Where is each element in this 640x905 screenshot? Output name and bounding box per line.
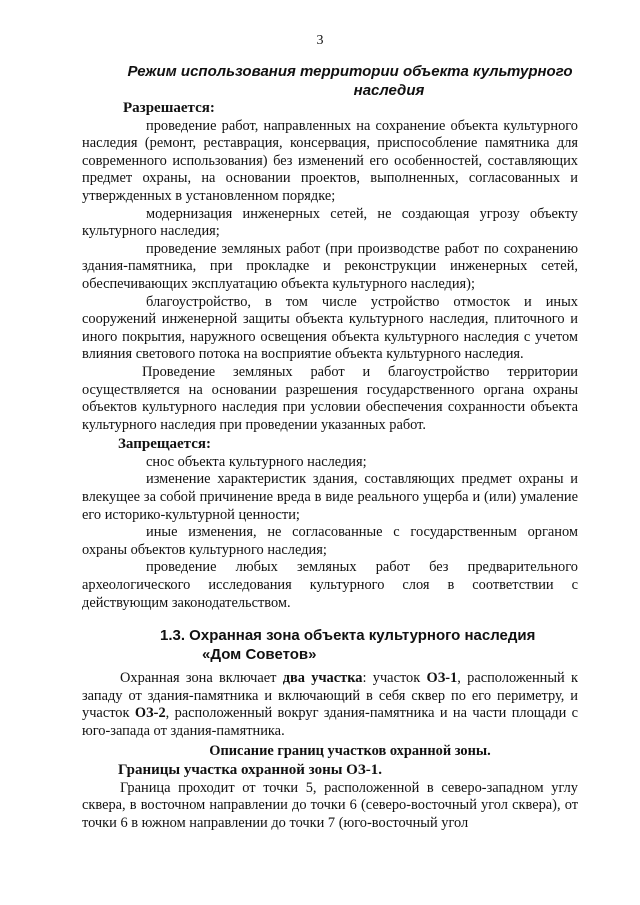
forbidden-item: проведение любых земляных работ без предварительного археологического исследования культурного слоя в соответствии с действующим законодательством. bbox=[82, 559, 578, 611]
page-number: 3 bbox=[316, 33, 324, 48]
zone-description-heading: Описание границ участков охранной зоны. bbox=[209, 742, 491, 759]
section-2-title bbox=[82, 626, 578, 664]
allowed-item: проведение работ, направленных на сохранение объекта культурного наследия (ремонт, реставрация, консервация, приспособление памятника для современного использования) без изменений его особенностей, составляющих предмет охраны, на основании проектов, выполненных, согласованных и утвержденных в установленном порядке; bbox=[82, 117, 578, 204]
zone-intro-bold: ОЗ-2 bbox=[134, 705, 166, 722]
allowed-item: модернизация инженерных сетей, не создающая угрозу объекту культурного наследия; bbox=[82, 205, 578, 240]
zone-intro-bold: ОЗ-1 bbox=[426, 670, 458, 687]
oz1-text: Граница проходит от точки 5, расположенной в северо-западном углу сквера, в восточном направлении до точки 6 (северо-восточный угол сквера), от точки 6 в южном направлении до точки 7 (юго-восточный угол bbox=[82, 779, 578, 831]
zone-intro-text: Охранная зона включает bbox=[120, 670, 283, 687]
forbidden-item: снос объекта культурного наследия; bbox=[146, 453, 367, 470]
section-title-line2: наследия bbox=[353, 82, 425, 99]
section-2-title-line2: «Дом Советов» bbox=[202, 646, 317, 664]
forbidden-item: иные изменения, не согласованные с государственным органом охраны объектов культурного наследия; bbox=[82, 524, 578, 558]
zone-intro-text: , расположенный вокруг здания-памятника и на части площади с юго-запада от здания-памятника. bbox=[82, 705, 579, 739]
section-title-line1: Режим использования территории объекта культурного bbox=[127, 63, 573, 80]
zone-intro-text: , расположенный к западу от здания-памятника и включающий в себя сквер по его периметру, и участок bbox=[82, 670, 579, 722]
section-2-title-line1: 1.3. Охранная зона объекта культурного наследия bbox=[160, 627, 536, 645]
allowed-note: Проведение земляных работ и благоустройство территории осуществляется на основании разрешения государственного органа охраны объектов культурного наследия при условии обеспечения сохранности объекта культурного наследия при проведении указанных работ. bbox=[82, 363, 578, 433]
document-body bbox=[82, 62, 578, 833]
allowed-item: проведение земляных работ (при производстве работ по сохранению здания-памятника, при прокладке и реконструкции инженерных сетей, обеспечивающих эксплуатацию объекта культурного наследия); bbox=[82, 240, 578, 292]
zone-intro-text: : участок bbox=[362, 670, 427, 687]
allowed-heading: Разрешается: bbox=[123, 100, 215, 116]
forbidden-heading: Запрещается: bbox=[118, 436, 212, 453]
zone-intro bbox=[82, 670, 578, 740]
zone-intro-bold: два участка bbox=[282, 670, 363, 687]
forbidden-item: изменение характеристик здания, составляющих предмет охраны и влекущее за собой причинение вреда в виде реального ущерба и (или) умаление его историко-культурной ценности; bbox=[82, 471, 578, 523]
oz1-heading: Границы участка охранной зоны ОЗ-1. bbox=[118, 762, 383, 779]
section-title bbox=[82, 62, 578, 100]
allowed-item: благоустройство, в том числе устройство отмосток и иных сооружений инженерной защиты объекта культурного наследия, плиточного и иного покрытия, наружного освещения объекта культурного наследия с учетом влияния светового потока на восприятие объекта культурного наследия. bbox=[82, 293, 578, 363]
